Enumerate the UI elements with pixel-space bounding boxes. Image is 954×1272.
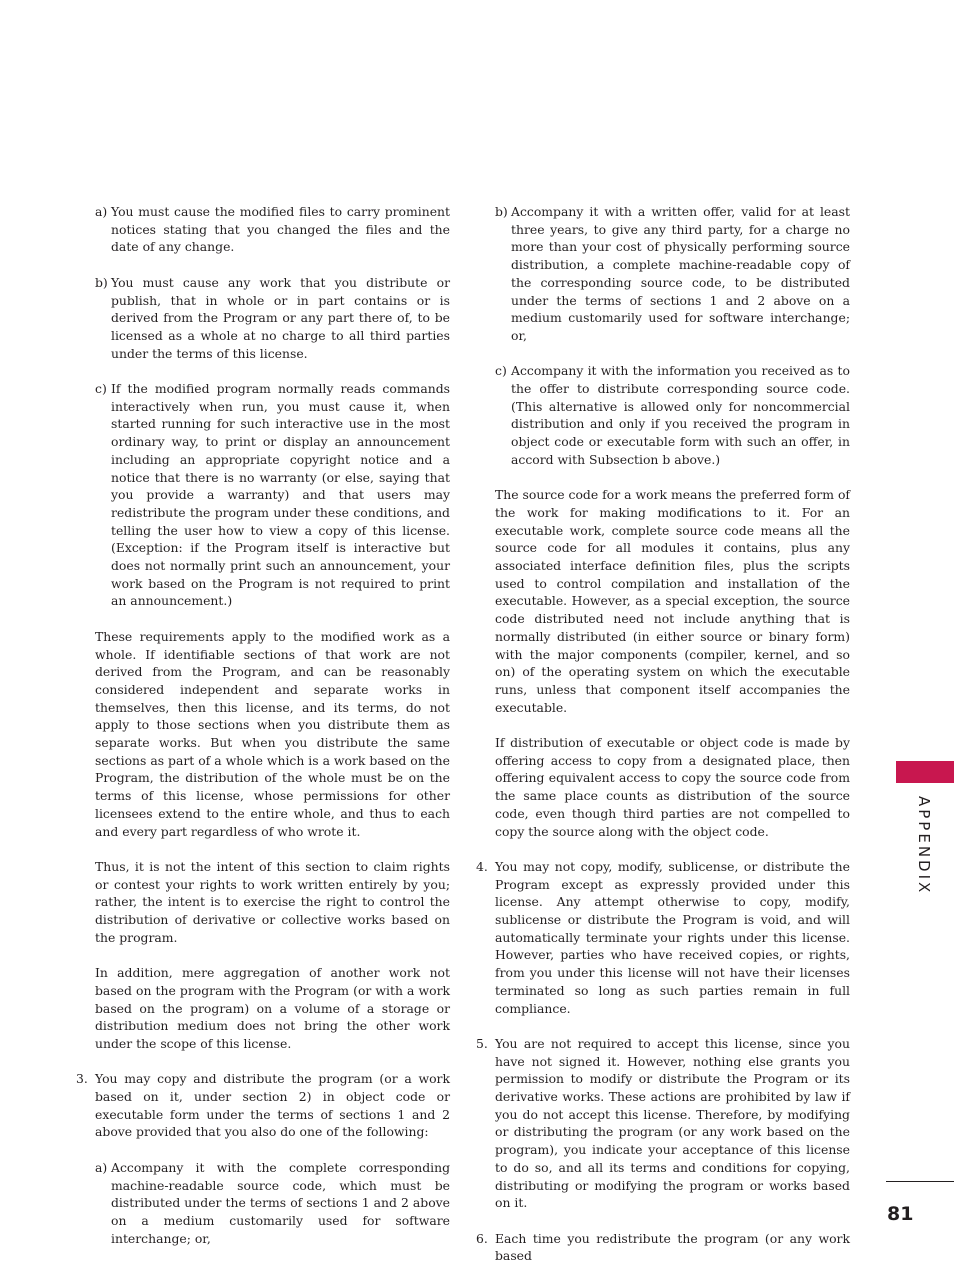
item-text: Accompany it with a written offer, valid for at least three years, to give any third party, for a charge no more than your cost of physically performing source distribution, a complete machine-readable copy of the corresponding source code, to be distributed under the terms of sections 1 and 2 above on a medium customarily used for software interchange; or, (511, 204, 850, 343)
item-label: c) (95, 381, 107, 396)
section-4 (476, 858, 850, 1017)
left-column (76, 203, 450, 1247)
item-label: c) (495, 363, 507, 379)
item-text: Accompany it with the complete corresponding machine-readable source code, which must be distributed under the terms of sections 1 and 2 above on a medium customarily used for software interchange; or, (111, 1159, 450, 1246)
item-text: Accompany it with the information you received as to the offer to distribute corresponding source code. (This alternative is allowed only for noncommercial distribution and only if you received the program in object code or executable form with such an offer, in accord with Subsection b above.) (511, 363, 850, 467)
section-number: 5. (476, 1035, 488, 1051)
page-number-rule (886, 1181, 954, 1182)
list-item-3c (495, 362, 850, 468)
section-text: You may copy and distribute the program (or a work based on it, under section 2) in object code or executable form under the terms of sections 1 and 2 above provided that you also do one of the following: (95, 1071, 450, 1140)
appendix-label: APPENDIX (915, 796, 933, 896)
section-text: You may not copy, modify, sublicense, or distribute the Program except as expressly provided under this license. Any attempt otherwise to copy, modify, sublicense or distribute the Program is void, and will automatically terminate your rights under this license. However, parties who have received copies, or rights, from you under this license will not have their licenses terminated so long as such parties remain in full compliance. (495, 858, 850, 1016)
item-label: b) (495, 204, 508, 219)
right-column (476, 203, 850, 1265)
list-item-3a (95, 1159, 450, 1248)
item-text: You must cause any work that you distribute or publish, that in whole or in part contains or is derived from the Program or any part there of, to be licensed as a whole at no charge to all third parties under the terms of this license. (111, 274, 450, 361)
section-3 (76, 1070, 450, 1141)
paragraph-source-code: The source code for a work means the preferred form of the work for making modifications to it. For an executable work, complete source code means all the source code for all modules it contains, plus any associated interface definition files, plus the scripts used to control compilation and installation of the executable. However, as a special exception, the source code distributed need not include anything that is normally distributed (in either source or binary form) with the major components (compiler, kernel, and so on) of the operating system on which the executable runs, unless that component itself accompanies the executable. (495, 487, 850, 715)
list-item-b (95, 274, 450, 363)
item-label: a) (95, 204, 108, 219)
page-number: 81 (887, 1203, 914, 1225)
item-label: a) (95, 1159, 108, 1175)
list-item-c (95, 380, 450, 610)
list-item-3b (495, 203, 850, 345)
section-number: 4. (476, 858, 488, 874)
paragraph-intent: Thus, it is not the intent of this section to claim rights or contest your rights to work written entirely by you; rather, the intent is to exercise the right to control the distribution of derivative or collective works based on the program. (95, 858, 450, 945)
section-number: 6. (476, 1230, 488, 1246)
paragraph-aggregation: In addition, mere aggregation of another work not based on the program with the Program (or with a work based on the program) on a volume of a storage or distribution medium does not bring the other work under the scope of this license. (95, 965, 450, 1051)
appendix-tab (896, 761, 954, 783)
paragraph-requirements: These requirements apply to the modified work as a whole. If identifiable sections of that work are not derived from the Program, and can be reasonably considered independent and separate works in themselves, then this license, and its terms, do not apply to those sections when you distribute them as separate works. But when you distribute the same sections as part of a whole which is a work based on the Program, the distribution of the whole must be on the terms of this license, whose permissions for other licensees extend to the entire whole, and thus to each and every part regardless of who wrote it. (95, 628, 450, 839)
section-6 (476, 1230, 850, 1265)
item-text: You must cause the modified files to carry prominent notices stating that you changed the files and the date of any change. (111, 204, 450, 255)
section-text: You are not required to accept this license, since you have not signed it. However, nothing else grants you permission to modify or distribute the Program or its derivative works. These actions are prohibited by law if you do not accept this license. Therefore, by modifying or distributing the program (or any work based on the program), you indicate your acceptance of this license to do so, and all its terms and conditions for copying, distributing or modifying the program or works based on it. (495, 1035, 850, 1211)
list-item-a (95, 203, 450, 256)
section-5 (476, 1035, 850, 1212)
paragraph-distribution: If distribution of executable or object code is made by offering access to copy from a designated place, then offering equivalent access to copy the source code from the same place counts as distribution of the source code, even though third parties are not compelled to copy the source along with the object code. (495, 735, 850, 839)
section-text: Each time you redistribute the program (or any work based (495, 1230, 850, 1264)
item-text: If the modified program normally reads commands interactively when run, you must cause it, when started running for such interactive use in the most ordinary way, to print or display an announcement including an appropriate copyright notice and a notice that there is no warranty (or else, saying that you provide a warranty) and that users may redistribute the program under these conditions, and telling the user how to view a copy of this license. (Exception: if the Program itself is interactive but does not normally print such an announcement, your work based on the Program is not required to print an announcement.) (111, 381, 450, 609)
section-number: 3. (76, 1071, 88, 1087)
item-label: b) (95, 274, 108, 290)
